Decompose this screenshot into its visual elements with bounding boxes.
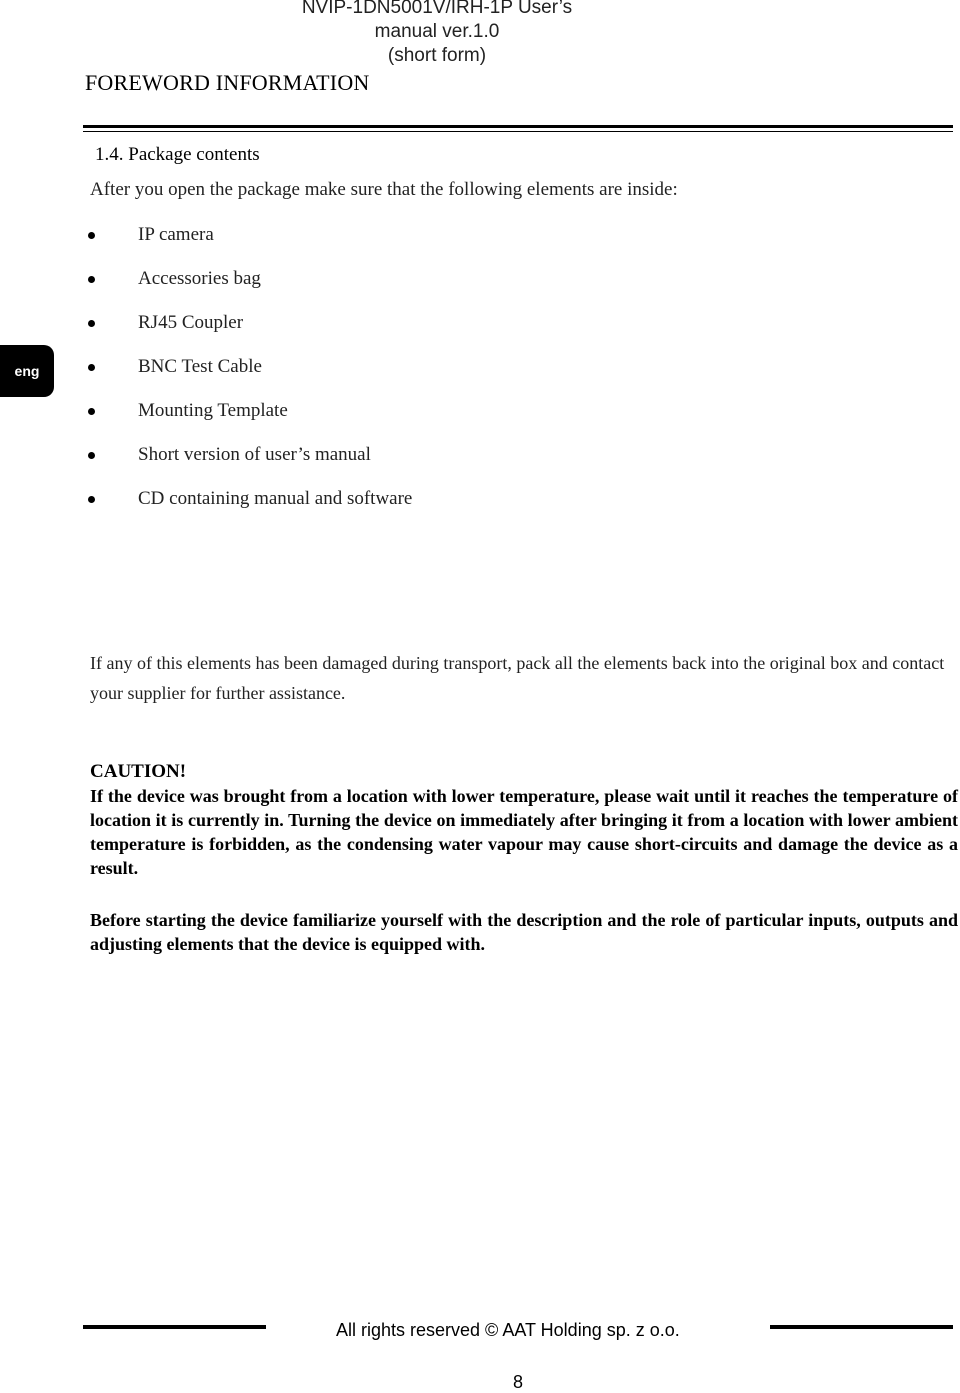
list-item-label: Mounting Template bbox=[138, 400, 288, 421]
package-contents-heading: 1.4. Package contents bbox=[95, 144, 260, 165]
caution-text: If the device was brought from a location with lower temperature, please wait until it reaches the temperature of location it is currently in. Turning the device on immediately after bringing it from a location with lower ambient temperature is forbidden, as the condensing water vapour may cause short-circuits and damage the device as a result. bbox=[90, 786, 958, 878]
bullet-icon bbox=[88, 408, 95, 415]
manual-title-line1: NVIP-1DN5001V/IRH-1P User’s manual ver.1.0 bbox=[301, 0, 573, 42]
bullet-icon bbox=[88, 232, 95, 239]
before-starting-text: Before starting the device familiarize yourself with the description and the role of particular inputs, outputs and adjusting elements that the device is equipped with. bbox=[90, 910, 958, 954]
page-number: 8 bbox=[513, 1372, 524, 1392]
list-item-label: RJ45 Coupler bbox=[138, 312, 244, 333]
list-item-label: Accessories bag bbox=[138, 268, 261, 289]
bullet-icon bbox=[88, 496, 95, 503]
list-item-label: Short version of user’s manual bbox=[138, 444, 371, 465]
bullet-icon bbox=[88, 276, 95, 283]
package-contents-intro: After you open the package make sure that the following elements are inside: bbox=[90, 179, 678, 200]
section-divider bbox=[83, 125, 953, 128]
list-item-label: IP camera bbox=[138, 224, 214, 245]
section-divider-thin bbox=[83, 131, 953, 132]
damage-notice: If any of this elements has been damaged during transport, pack all the elements back into the original box and contact your supplier for further assistance. bbox=[90, 653, 945, 703]
list-item-label: BNC Test Cable bbox=[138, 356, 262, 377]
footer-rights: All rights reserved © AAT Holding sp. z o.o. bbox=[336, 1320, 680, 1340]
footer-rule-left bbox=[83, 1325, 266, 1329]
caution-title: CAUTION! bbox=[90, 761, 187, 782]
manual-title-line2: (short form) bbox=[387, 45, 487, 66]
bullet-icon bbox=[88, 320, 95, 327]
list-item-label: CD containing manual and software bbox=[138, 488, 413, 509]
manual-header-title bbox=[300, 0, 574, 68]
section-title: FOREWORD INFORMATION bbox=[85, 70, 370, 95]
bullet-icon bbox=[88, 452, 95, 459]
footer-rule-right bbox=[770, 1325, 953, 1329]
language-tab: eng bbox=[0, 345, 54, 397]
bullet-icon bbox=[88, 364, 95, 371]
